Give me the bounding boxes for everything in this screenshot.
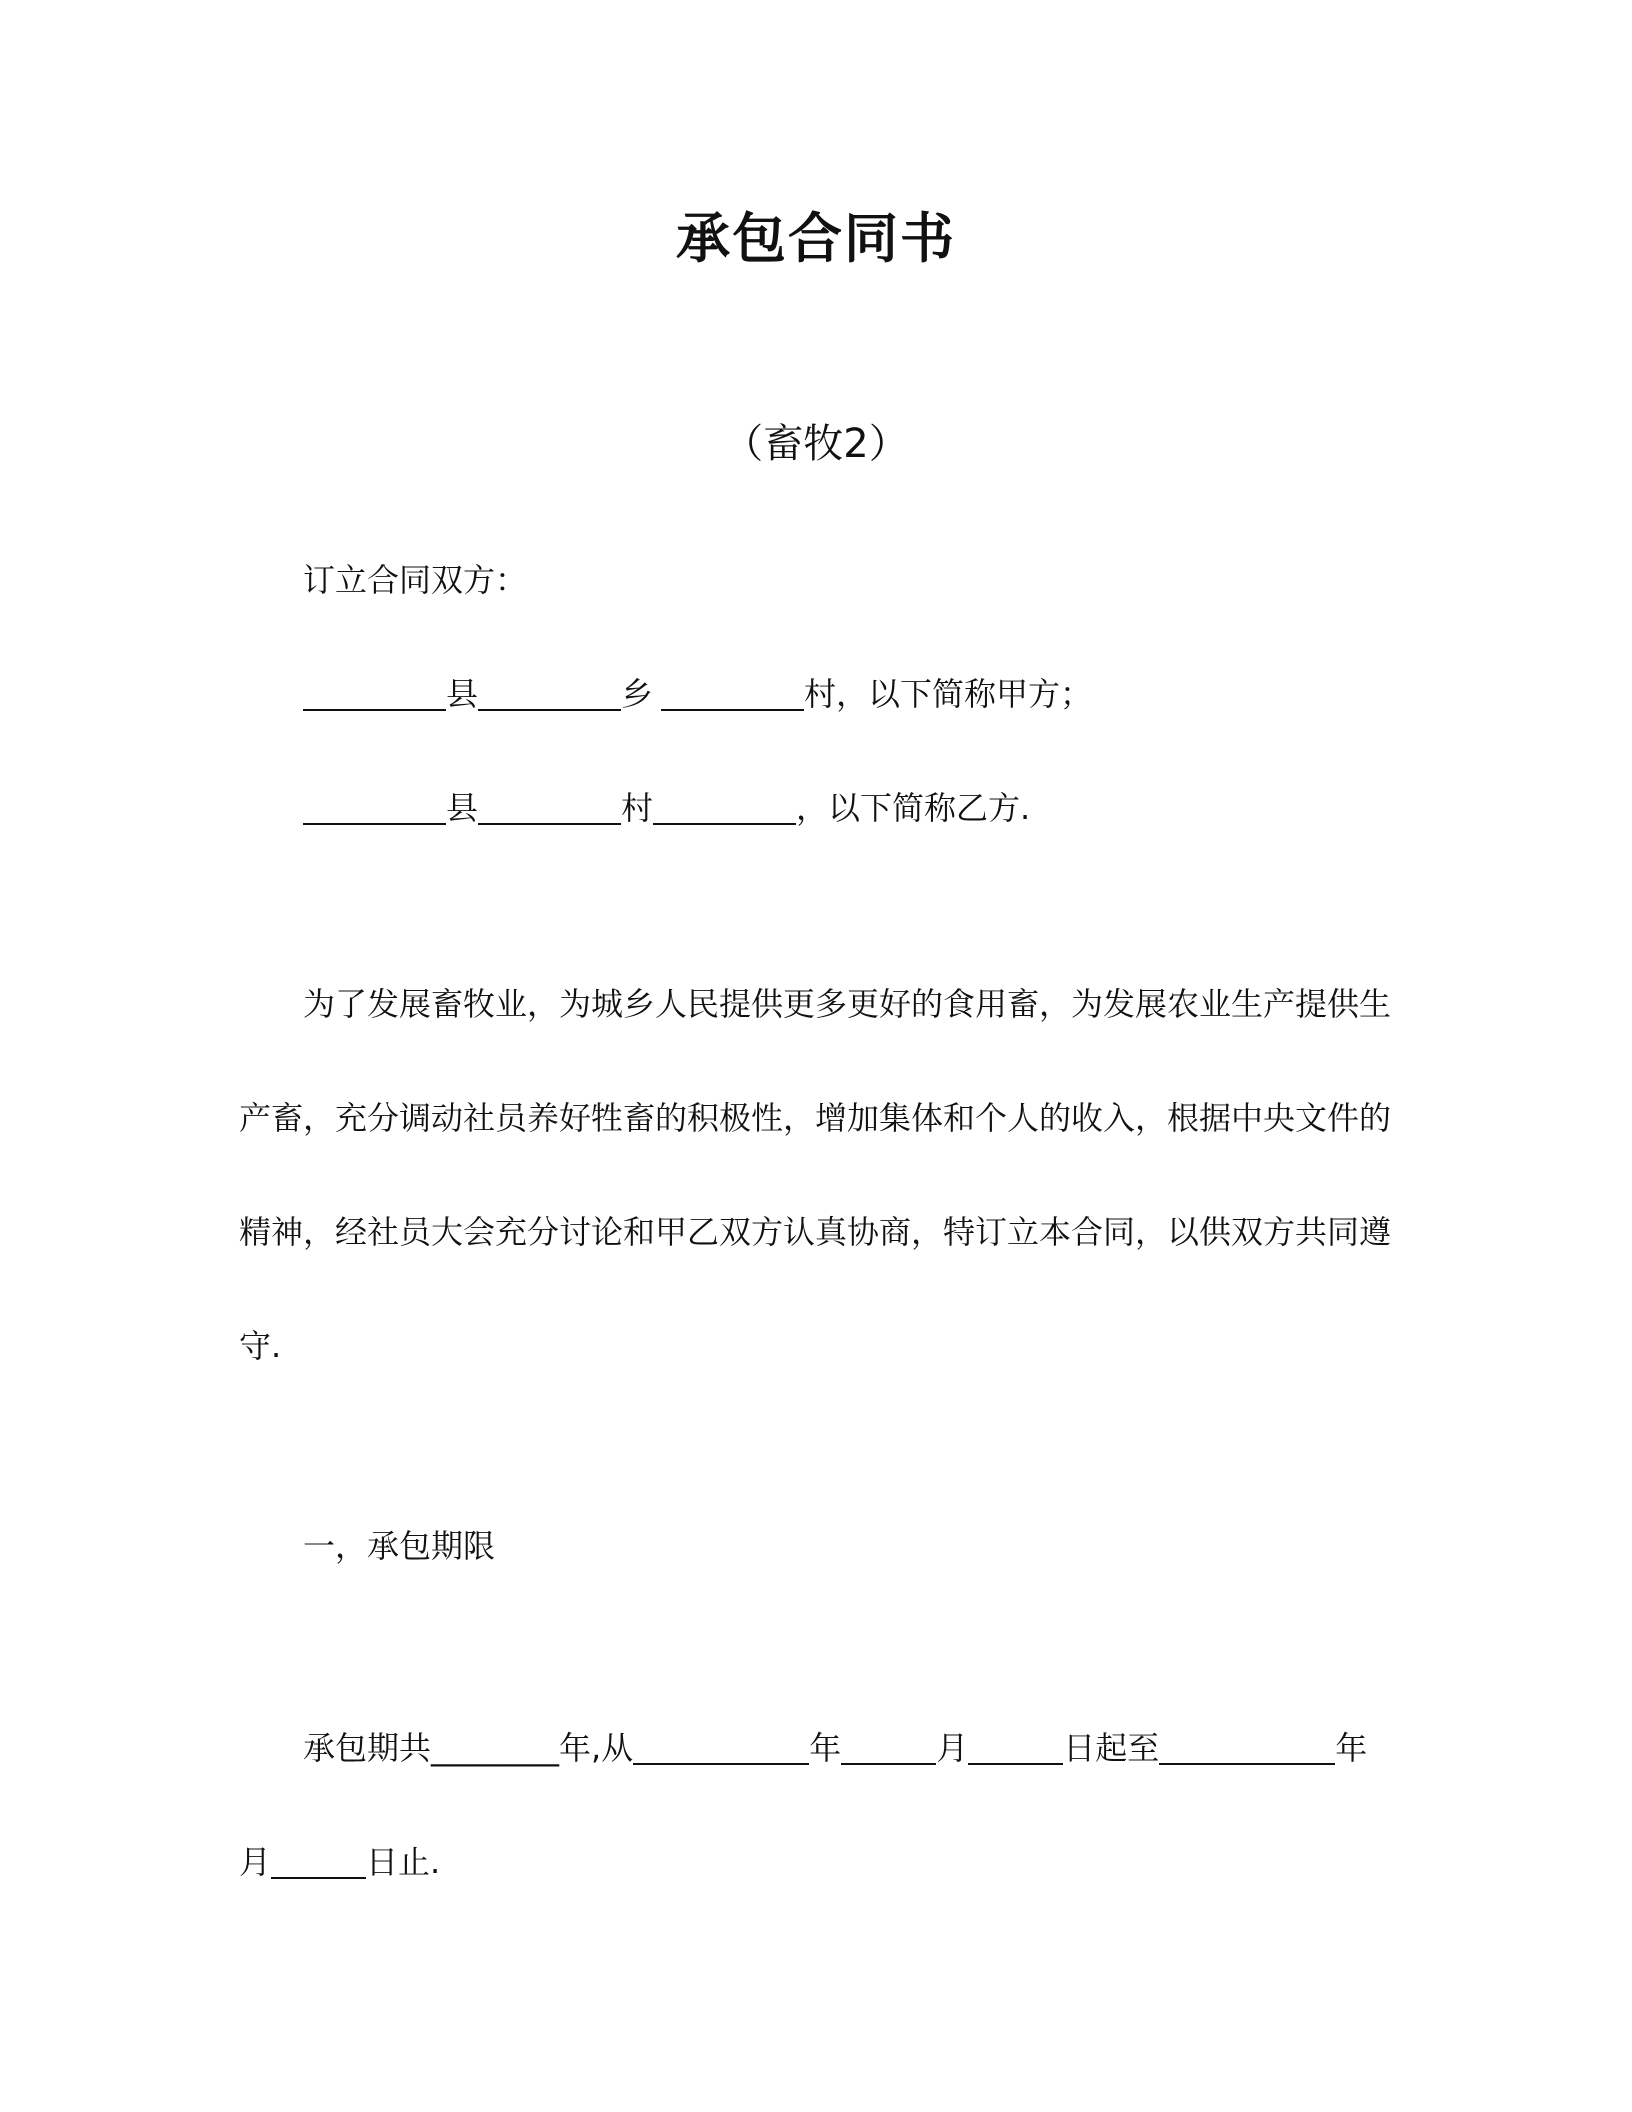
term-month-label-1: 月 [936, 1729, 969, 1767]
term-to-label: 日止. [366, 1843, 441, 1881]
term-prefix: 承包期共________年,从 [303, 1729, 634, 1767]
section-1-heading: 一，承包期限 [303, 1527, 496, 1565]
party-b-county-label: 县 [446, 789, 479, 827]
party-b-county-blank[interactable] [303, 789, 446, 825]
party-b-line [303, 788, 1030, 828]
preamble-line-4: 守. [239, 1327, 282, 1365]
party-a-county-label: 县 [446, 675, 479, 713]
party-a-suffix: 村，以下简称甲方； [804, 675, 1093, 713]
preamble-line-3: 精神，经社员大会充分讨论和甲乙双方认真协商，特订立本合同，以供双方共同遵 [239, 1213, 1392, 1251]
party-a-village-blank[interactable] [661, 675, 804, 711]
term-line-2 [239, 1842, 440, 1882]
term-month-label-2: 月 [239, 1843, 272, 1881]
preamble-line-1: 为了发展畜牧业，为城乡人民提供更多更好的食用畜，为发展农业生产提供生 [303, 985, 1392, 1023]
party-b-village-label: 村 [621, 789, 654, 827]
document-subtitle: （畜牧2） [723, 421, 909, 467]
term-start-month-blank[interactable] [841, 1729, 936, 1765]
term-start-day-blank[interactable] [968, 1729, 1063, 1765]
term-year-label-2: 年 [1335, 1729, 1368, 1767]
term-start-year-blank[interactable] [633, 1729, 809, 1765]
term-year-label-1: 年 [809, 1729, 842, 1767]
term-line-1 [303, 1728, 1367, 1768]
party-a-line [303, 674, 1092, 714]
party-b-village-blank[interactable] [478, 789, 621, 825]
party-a-township-blank[interactable] [478, 675, 621, 711]
document-title: 承包合同书 [676, 207, 956, 270]
term-from-label: 日起至 [1063, 1729, 1160, 1767]
party-a-county-blank[interactable] [303, 675, 446, 711]
term-end-year-blank[interactable] [1159, 1729, 1335, 1765]
party-a-township-label: 乡 [621, 675, 654, 713]
preamble-line-2: 产畜，充分调动社员养好牲畜的积极性，增加集体和个人的收入，根据中央文件的 [239, 1099, 1392, 1137]
party-b-suffix: ，以下简称乙方. [796, 789, 1031, 827]
term-end-day-blank[interactable] [271, 1843, 366, 1879]
party-b-extra-blank[interactable] [653, 789, 796, 825]
parties-heading: 订立合同双方： [303, 561, 528, 599]
